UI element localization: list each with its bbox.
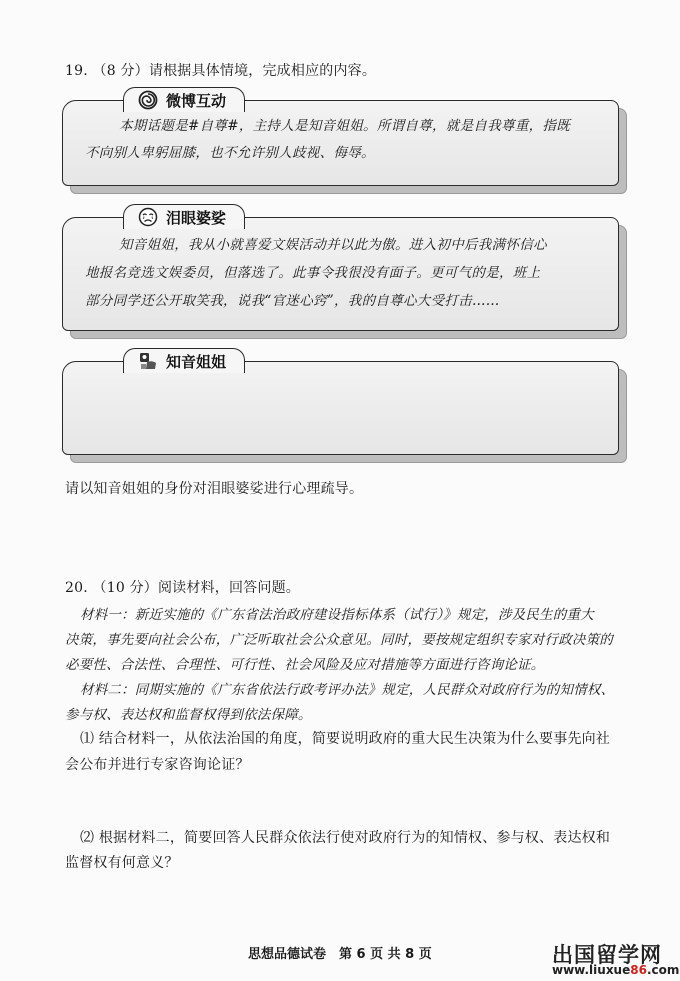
material1-line-1: 材料一：新近实施的《广东省法治政府建设指标体系（试行）》规定，涉及民生的重大 <box>80 607 594 623</box>
tearful-line-3: 部分同学还公开取笑我，说我“官迷心窍”，我的自尊心大受打击…… <box>85 293 500 309</box>
material1-line-2: 决策，事先要向社会公布，广泛听取社会公众意见。同时，要按规定组织专家对行政决策的 <box>65 632 613 648</box>
tearful-line-1: 知音姐姐，我从小就喜爱文娱活动并以此为傲。进入初中后我满怀信心 <box>119 237 547 253</box>
material2-line-2: 参与权、表达权和监督权得到依法保障。 <box>65 707 312 723</box>
sub1-line-1: ⑴ 结合材料一，从依法治国的角度，简要说明政府的重大民生决策为什么要事先向社 <box>80 731 611 747</box>
sub2-line-2: 监督权有何意义？ <box>65 855 179 871</box>
watermark-url-prefix: www.liuxue <box>552 963 631 977</box>
weibo-card-tab <box>123 87 245 112</box>
q20-header: 20. （10 分）阅读材料，回答问题。 <box>65 580 300 596</box>
watermark-url <box>552 963 679 977</box>
weibo-line-1: 本期话题是#自尊#，主持人是知音姐姐。所谓自尊，就是自我尊重，指既 <box>119 118 571 134</box>
material2-line-1: 材料二：同期实施的《广东省依法行政考评办法》规定，人民群众对政府行为的知情权、 <box>80 682 615 698</box>
tearful-card-title: 泪眼婆娑 <box>166 208 227 227</box>
zhiyin-card <box>62 352 619 455</box>
sub2-line-1: ⑵ 根据材料二，简要回答人民群众依法行使对政府行为的知情权、参与权、表达权和 <box>80 830 611 846</box>
tearful-card-tab <box>123 204 245 229</box>
weibo-card-title: 微博互动 <box>166 91 227 110</box>
weibo-line-2: 不向别人卑躬屈膝，也不允许别人歧视、侮辱。 <box>85 145 375 161</box>
watermark-name: 出国留学网 <box>552 943 662 967</box>
page-footer: 思想品德试卷 第 6 页 共 8 页 <box>248 947 432 962</box>
tearful-line-2: 地报名竞选文娱委员，但落选了。此事令我很没有面子。更可气的是，班上 <box>85 265 541 281</box>
reader-icon <box>138 351 158 371</box>
weibo-card <box>62 91 619 186</box>
watermark-url-number: 86 <box>630 963 647 977</box>
q19-header: 19. （8 分）请根据具体情境，完成相应的内容。 <box>65 63 377 79</box>
swirl-icon <box>138 90 158 110</box>
sub1-line-2: 会公布并进行专家咨询论证？ <box>65 757 250 773</box>
crying-face-icon <box>138 207 158 227</box>
zhiyin-card-tab <box>123 348 245 373</box>
tearful-card <box>62 208 619 331</box>
zhiyin-card-title: 知音姐姐 <box>166 352 227 371</box>
material1-line-3: 必要性、合法性、合理性、可行性、社会风险及应对措施等方面进行咨询论证。 <box>65 657 545 673</box>
watermark-url-suffix: .com <box>646 963 680 977</box>
q19-instruction: 请以知音姐姐的身份对泪眼婆娑进行心理疏导。 <box>65 481 364 497</box>
